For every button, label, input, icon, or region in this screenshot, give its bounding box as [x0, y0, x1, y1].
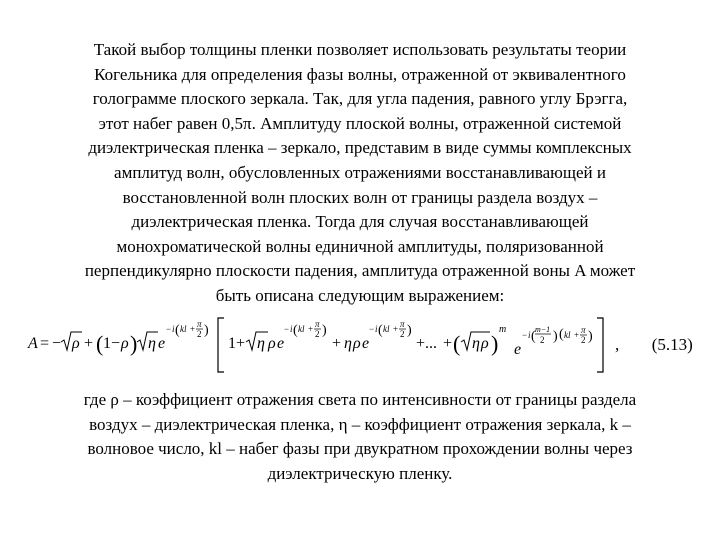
text-line: восстановленной волн плоских волн от границы раздела воздух – [122, 187, 598, 207]
svg-text:): ) [322, 323, 327, 338]
eq-exponent [166, 319, 209, 339]
svg-text:+: + [393, 324, 399, 334]
intro-paragraph [14, 38, 706, 309]
eq-exponent [522, 325, 593, 345]
svg-text:kl: kl [180, 324, 187, 334]
svg-text:kl: kl [564, 330, 571, 340]
svg-text:−: − [166, 324, 172, 334]
svg-text:2: 2 [197, 329, 202, 339]
svg-text:2: 2 [400, 329, 405, 339]
svg-text:π: π [581, 325, 586, 335]
bracket-open [218, 318, 224, 372]
text-line: монохроматической волны единичной амплитуды, поляризованной [116, 236, 604, 256]
eq-eta: η [148, 335, 156, 352]
svg-text:π: π [315, 319, 320, 329]
eq-minus: − [111, 335, 121, 352]
svg-text:): ) [407, 323, 412, 338]
svg-text:m−1: m−1 [535, 325, 551, 334]
svg-text:−: − [284, 324, 290, 334]
eq-ellipsis: ... [425, 335, 437, 352]
eq-plus: + [332, 335, 342, 352]
text-line: диэлектрическая пленка. Тогда для случая восстанавливающей [131, 212, 589, 232]
eq-eta: η [344, 335, 352, 352]
svg-text:(: ( [175, 323, 180, 338]
eq-exp-base: e [158, 335, 166, 352]
svg-text:−: − [522, 330, 528, 340]
eq-minus: − [52, 335, 62, 352]
svg-text:i: i [375, 324, 378, 334]
svg-text:π: π [400, 319, 405, 329]
text-line: диэлектрическая пленка – зеркало, представим в виде суммы комплексных [88, 138, 632, 158]
text-line: диэлектрическую пленку. [267, 463, 453, 483]
paren-close: ) [130, 331, 138, 356]
eq-exp-base: e [362, 335, 370, 352]
svg-text:+: + [574, 330, 580, 340]
svg-text:π: π [197, 319, 202, 329]
text-line: голограмме плоского зеркала. Так, для угла падения, равного углу Брэгга, [92, 89, 628, 109]
svg-text:+: + [190, 324, 196, 334]
eq-rho: ρ [481, 335, 489, 352]
text-line: где ρ – коэффициент отражения света по интенсивности от границы раздела [83, 390, 637, 409]
svg-text:i: i [528, 330, 531, 340]
eq-rho: ρ [353, 335, 361, 352]
svg-text:): ) [553, 329, 558, 344]
paren-close: ) [491, 331, 499, 356]
svg-text:i: i [172, 324, 175, 334]
svg-text:2: 2 [315, 329, 320, 339]
equation-separator: , [615, 335, 620, 354]
equation-label: (5.13) [651, 335, 693, 354]
svg-text:(: ( [559, 327, 564, 342]
svg-text:): ) [204, 323, 209, 338]
eq-one: 1 [228, 335, 236, 352]
eq-equals: = [40, 335, 50, 352]
svg-text:2: 2 [540, 335, 545, 345]
eq-plus: + [416, 335, 426, 352]
definitions-paragraph [14, 388, 706, 486]
svg-text:+: + [308, 324, 314, 334]
text-line: перпендикулярно плоскости падения, амплитуда отраженной воны A может [84, 261, 636, 281]
eq-exp-base: e [514, 341, 522, 358]
text-line: быть описана следующим выражением: [215, 285, 505, 305]
svg-text:i: i [290, 324, 293, 334]
svg-text:(: ( [293, 323, 298, 338]
equation-number [615, 335, 693, 355]
paren-open: ( [453, 331, 461, 356]
eq-lhs-A: A [28, 335, 38, 352]
eq-one: 1 [103, 335, 111, 352]
svg-text:(: ( [378, 323, 383, 338]
eq-eta: η [472, 335, 480, 352]
svg-text:−: − [369, 324, 375, 334]
paren-open: ( [96, 331, 104, 356]
eq-plus: + [84, 335, 94, 352]
eq-rho: ρ [268, 335, 276, 352]
equation-5-13 [0, 310, 720, 382]
eq-plus: + [236, 335, 246, 352]
eq-exp-base: e [277, 335, 285, 352]
eq-power-m: m [499, 324, 507, 335]
svg-text:2: 2 [581, 335, 586, 345]
text-line: амплитуд волн, обусловленных отражениями восстанавливающей и [114, 162, 606, 182]
bracket-close [597, 318, 603, 372]
text-line: волновое число, kl – набег фазы при двукратном прохождении волны через [87, 439, 633, 459]
svg-text:kl: kl [298, 324, 305, 334]
eq-rho: ρ [72, 335, 80, 352]
text-line: воздух – диэлектрическая пленка, η – коэффициент отражения зеркала, k – [89, 414, 631, 434]
svg-text:kl: kl [383, 324, 390, 334]
svg-text:): ) [588, 329, 593, 344]
eq-rho: ρ [121, 335, 129, 352]
text-line: Когельника для определения фазы волны, отраженной от эквивалентного [94, 64, 626, 84]
eq-eta: η [257, 335, 265, 352]
svg-text:(: ( [531, 329, 536, 344]
text-line: этот набег равен 0,5π. Амплитуду плоской волны, отраженной системой [98, 113, 622, 133]
eq-exponent [284, 319, 327, 339]
text-line: Такой выбор толщины пленки позволяет использовать результаты теории [93, 40, 627, 59]
eq-plus: + [443, 335, 453, 352]
eq-exponent [369, 319, 412, 339]
